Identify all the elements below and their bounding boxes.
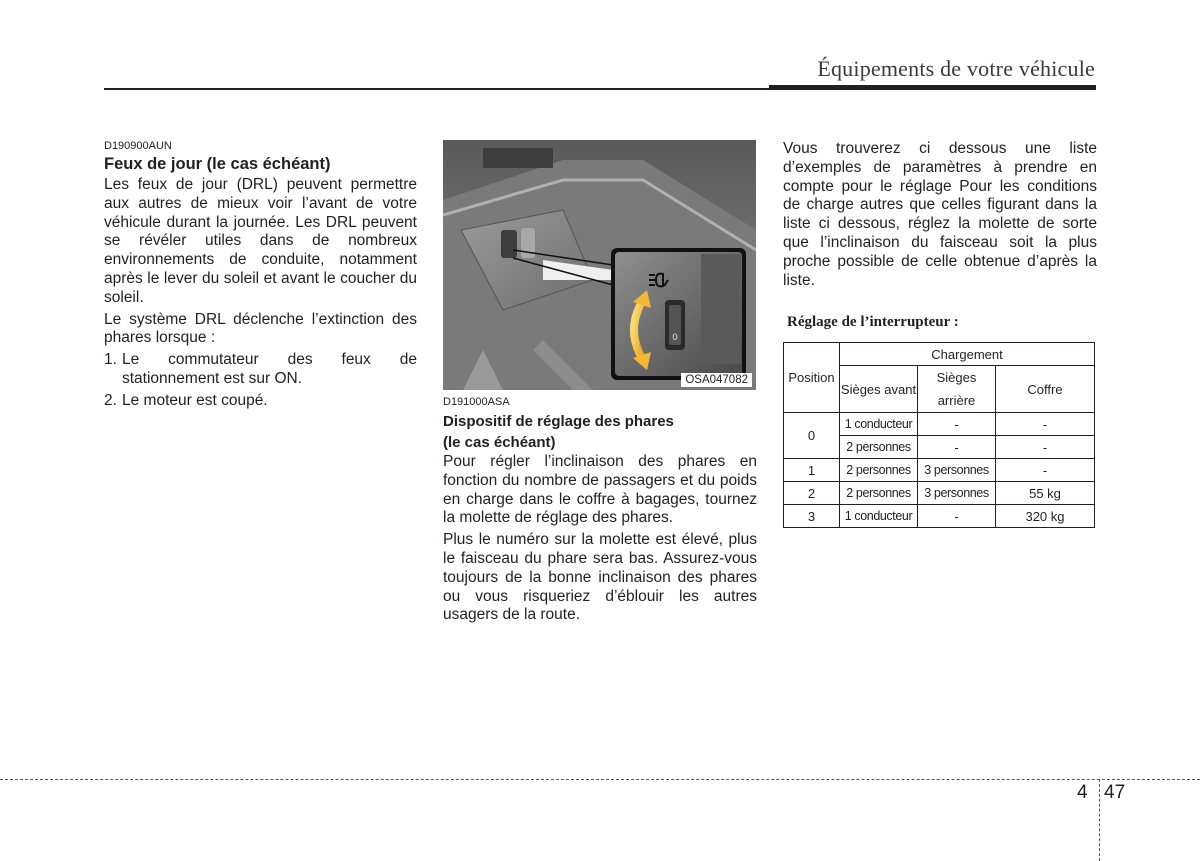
section-number: 4 — [1077, 782, 1088, 803]
cell-trunk: - — [996, 413, 1095, 436]
page-number: 47 — [1104, 782, 1126, 803]
section-heading: Feux de jour (le cas échéant) — [104, 155, 331, 173]
cell-trunk: - — [996, 436, 1095, 459]
cell-rear: - — [918, 436, 996, 459]
table-title: Réglage de l’interrupteur : — [787, 314, 959, 331]
paragraph: Plus le numéro sur la molette est élevé, plus le faisceau du phare sera bas. Assurez-vous toujours de la bonne inclinaison des phares ou vous risqueriez d’éblouir les autres usagers de la route. — [443, 531, 757, 624]
headlamp-leveling-dial-illustration — [443, 140, 756, 390]
table-row — [784, 505, 1095, 528]
table-row — [784, 482, 1095, 505]
list-item — [104, 392, 417, 411]
header-rear: Sièges arrière — [918, 366, 996, 413]
paragraph: Pour régler l’inclinaison des phares en fonction du nombre de passagers et du poids en charge dans le coffre à bagages, tournez la molette de réglage des phares. — [443, 453, 757, 527]
cell-position: 1 — [784, 459, 840, 482]
column-settings — [783, 140, 1097, 528]
section-heading: Dispositif de réglage des phares — [443, 413, 674, 430]
header-position: Position — [784, 343, 840, 413]
section-heading: (le cas échéant) — [443, 434, 556, 451]
page-header-title: Équipements de votre véhicule — [817, 56, 1095, 81]
list-item — [104, 351, 417, 389]
cell-front: 2 personnes — [840, 482, 918, 505]
footer-divider-vertical — [1099, 779, 1100, 861]
cell-position: 3 — [784, 505, 840, 528]
cell-position: 0 — [784, 413, 840, 459]
svg-text:0: 0 — [672, 333, 678, 343]
section-code: D191000ASA — [443, 396, 510, 408]
list-text: Le commutateur des feux de stationnement est sur ON. — [122, 351, 417, 387]
paragraph: Le système DRL déclenche l’extinction des phares lorsque : — [104, 310, 417, 347]
column-drl — [104, 140, 417, 414]
settings-table — [783, 342, 1095, 528]
figure-caption: OSA047082 — [681, 373, 752, 387]
headlamp-leveling-figure — [443, 140, 756, 390]
cell-front: 1 conducteur — [840, 505, 918, 528]
cell-front: 2 personnes — [840, 459, 918, 482]
cell-front: 1 conducteur — [840, 413, 918, 436]
cell-rear: 3 personnes — [918, 482, 996, 505]
footer-divider — [0, 779, 1200, 780]
cell-rear: 3 personnes — [918, 459, 996, 482]
table-row — [784, 459, 1095, 482]
table-row — [784, 413, 1095, 436]
section-code: D190900AUN — [104, 140, 172, 152]
header-rule — [104, 88, 769, 90]
header-front: Sièges avant — [840, 366, 918, 413]
cell-trunk: 55 kg — [996, 482, 1095, 505]
cell-rear: - — [918, 505, 996, 528]
cell-position: 2 — [784, 482, 840, 505]
cell-front: 2 personnes — [840, 436, 918, 459]
header-group: Chargement — [840, 343, 1095, 366]
list-number: 1. — [104, 351, 117, 369]
table-header-row — [784, 343, 1095, 366]
paragraph: Vous trouverez ci dessous une liste d’exemples de paramètres à prendre en compte pour le réglage Pour les conditions de charge autres que celles figurant dans la liste ci dessous, réglez la molette de sorte que l’inclinaison du faisceau soit la plus proche possible de celle obtenue d’après la liste. — [783, 140, 1097, 289]
cell-trunk: - — [996, 459, 1095, 482]
cell-rear: - — [918, 413, 996, 436]
header-trunk: Coffre — [996, 366, 1095, 413]
list-number: 2. — [104, 391, 117, 409]
column-headlamp-leveling — [443, 140, 757, 628]
header-rule-thick — [769, 85, 1096, 90]
paragraph: Les feux de jour (DRL) peuvent permettre aux autres de mieux voir l’avant de votre véhicule durant la journée. Les DRL peuvent se révéler utiles dans de nombreux environnements de conduite, notamment après le lever du soleil et avant le coucher du soleil. — [104, 176, 417, 306]
cell-trunk: 320 kg — [996, 505, 1095, 528]
list-text: Le moteur est coupé. — [122, 391, 268, 409]
